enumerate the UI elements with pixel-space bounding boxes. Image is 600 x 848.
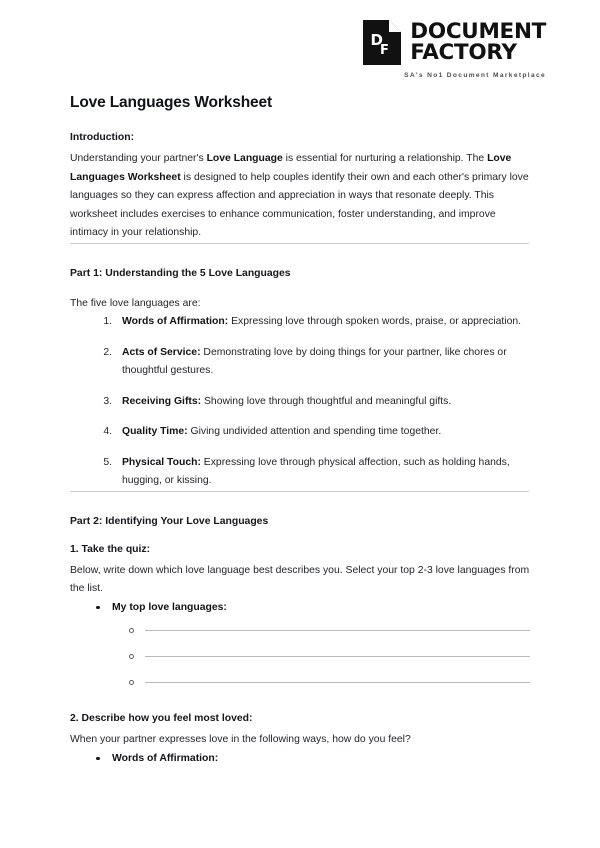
intro-text-1: Understanding your partner's xyxy=(70,153,207,164)
introduction-paragraph xyxy=(70,150,530,243)
bullet-dot-icon xyxy=(96,757,100,761)
list-item-number: 1. xyxy=(103,316,112,328)
list-item-number: 2. xyxy=(103,346,112,358)
list-item-number: 4. xyxy=(103,426,112,438)
blank-answer-line[interactable] xyxy=(145,656,530,657)
list-item xyxy=(70,599,530,618)
document-factory-logo-icon xyxy=(363,20,401,65)
list-item xyxy=(70,393,530,412)
my-top-languages-bullet-list xyxy=(70,599,530,618)
list-item-term: Receiving Gifts: xyxy=(122,395,202,407)
describe-heading: 2. Describe how you feel most loved: xyxy=(70,713,253,725)
list-item xyxy=(70,344,530,381)
bullet-dot-icon xyxy=(96,606,100,610)
blank-answer-line[interactable] xyxy=(145,682,530,683)
intro-text-3: is designed to help couples identify their own and each other's primary love languages so they can express affection and appreciation in ways that resonate deeply. This worksheet includes exercises to enhance communication, foster understanding, and improve intimacy in your relationship. xyxy=(70,171,529,239)
logo-letter-d: D xyxy=(370,31,384,49)
document-body xyxy=(70,94,530,768)
list-item-term: Words of Affirmation: xyxy=(122,316,229,328)
list-item[interactable] xyxy=(70,617,530,643)
hollow-bullet-icon xyxy=(129,628,134,633)
list-item[interactable] xyxy=(70,669,530,695)
list-item-desc: Demonstrating love by doing things for your partner, like chores or thoughtful gestures. xyxy=(122,346,507,377)
list-item-number: 5. xyxy=(103,456,112,468)
hollow-bullet-icon xyxy=(129,680,134,685)
intro-bold-love-language: Love Language xyxy=(206,153,283,164)
part2-heading: Part 2: Identifying Your Love Languages xyxy=(70,515,269,527)
hollow-bullet-icon xyxy=(129,654,134,659)
page-title: Love Languages Worksheet xyxy=(70,94,272,111)
list-item-desc: Expressing love through physical affection, such as holding hands, hugging, or kissing. xyxy=(122,456,510,487)
logo-tagline: SA's No1 Document Marketplace xyxy=(404,72,546,79)
list-item-desc: Showing love through thoughtful and meaningful gifts. xyxy=(201,395,452,407)
love-languages-list xyxy=(70,313,530,491)
quiz-instructions: Below, write down which love language best describes you. Select your top 2-3 love languages from the list. xyxy=(70,564,530,595)
list-item-desc: Expressing love through spoken words, praise, or appreciation. xyxy=(228,316,522,328)
answer-blank-lines xyxy=(70,617,530,695)
part1-heading: Part 1: Understanding the 5 Love Languages xyxy=(70,267,291,279)
intro-text-2: is essential for nurturing a relationship. The xyxy=(282,153,488,164)
section-divider-2 xyxy=(70,491,529,492)
logo-row xyxy=(363,20,546,65)
list-item xyxy=(70,423,530,442)
list-item xyxy=(70,313,530,332)
intro-bold-worksheet: Love Languages Worksheet xyxy=(70,153,512,183)
list-item-number: 3. xyxy=(103,395,112,407)
describe-instructions: When your partner expresses love in the following ways, how do you feel? xyxy=(70,734,411,746)
quiz-heading: 1. Take the quiz: xyxy=(70,543,151,555)
brand-logo xyxy=(363,20,546,79)
describe-bullet-list xyxy=(70,750,530,769)
bullet-label: Words of Affirmation: xyxy=(112,752,219,764)
list-item xyxy=(70,454,530,491)
bullet-label: My top love languages: xyxy=(112,601,227,613)
part1-lead: The five love languages are: xyxy=(70,297,201,309)
logo-wordmark xyxy=(410,19,546,65)
list-item-term: Acts of Service: xyxy=(122,346,201,358)
list-item-term: Physical Touch: xyxy=(122,456,201,468)
section-divider-1 xyxy=(70,243,529,244)
introduction-heading: Introduction: xyxy=(70,132,135,143)
logo-word-line2: FACTORY xyxy=(410,39,517,65)
list-item xyxy=(70,750,530,769)
blank-answer-line[interactable] xyxy=(145,630,530,631)
list-item[interactable] xyxy=(70,643,530,669)
logo-letter-f: F xyxy=(380,43,390,58)
list-item-desc: Giving undivided attention and spending time together. xyxy=(187,426,442,438)
logo-word-line1: DOCUMENT xyxy=(410,19,546,45)
list-item-term: Quality Time: xyxy=(122,426,188,438)
